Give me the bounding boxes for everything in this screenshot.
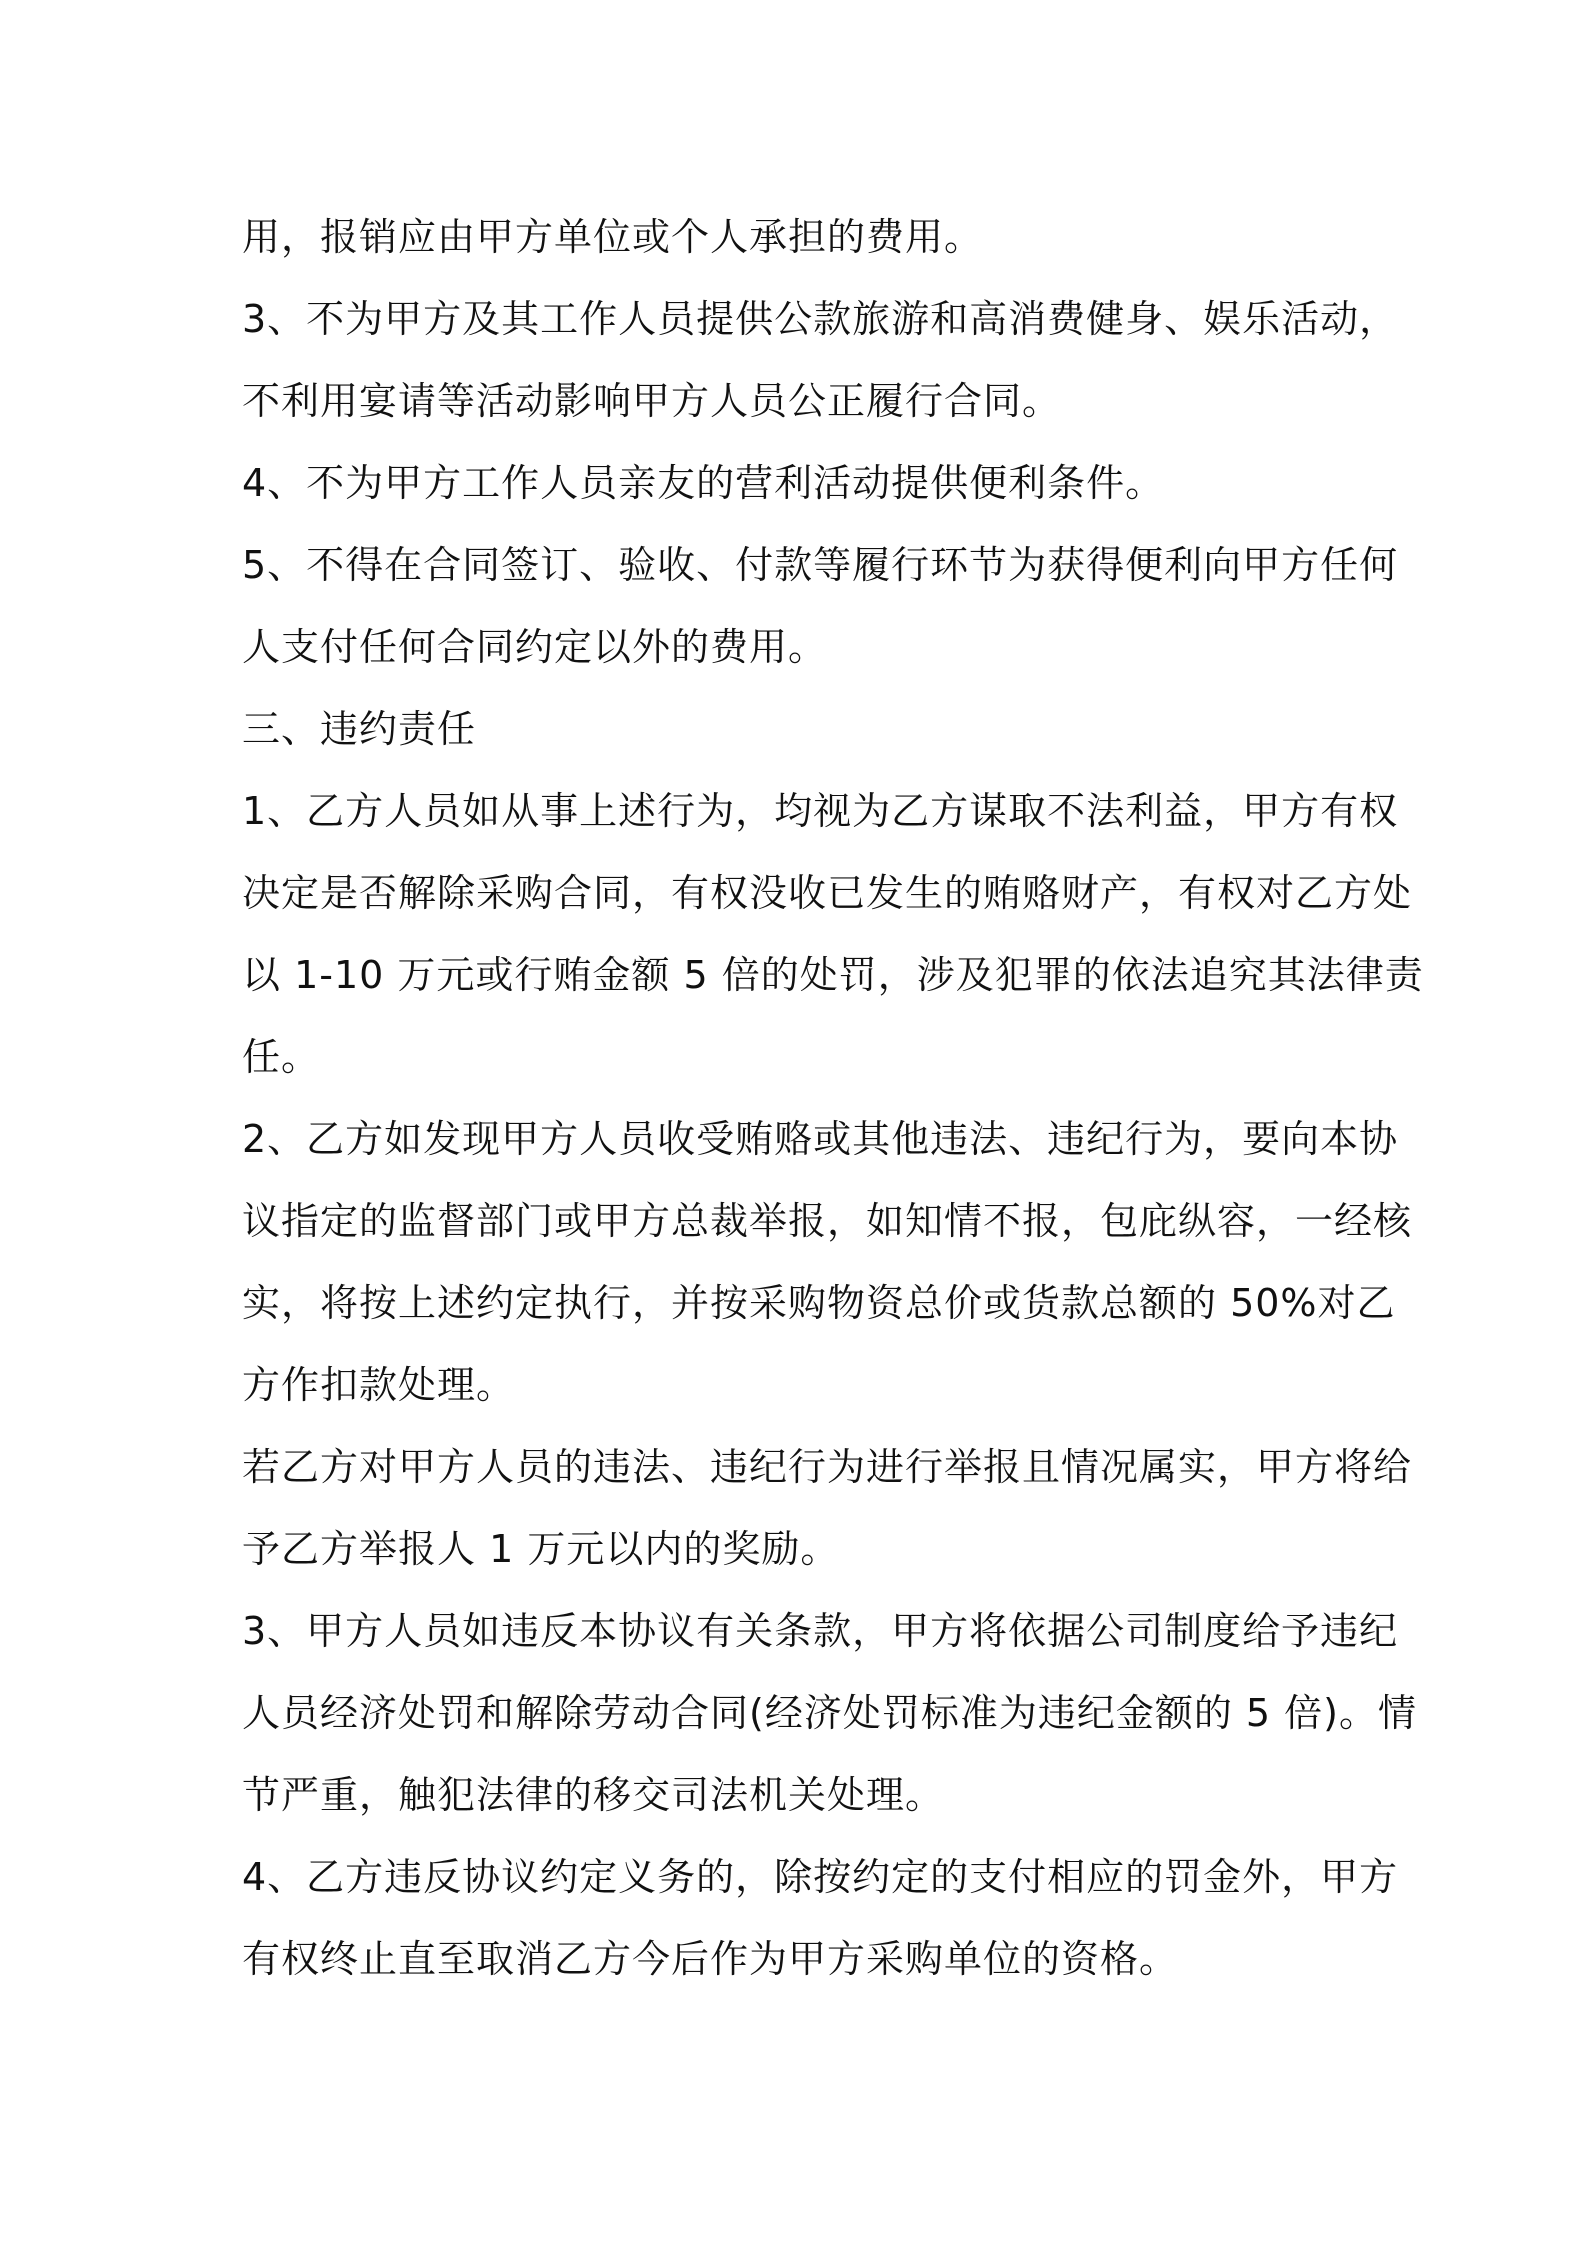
text-line: 4、乙方违反协议约定义务的，除按约定的支付相应的罚金外，甲方 (242, 1855, 1399, 1899)
paragraph-liability-2 (242, 1098, 1413, 1426)
text-line: 实，将按上述约定执行，并按采购物资总价或货款总额的 50%对乙 (242, 1281, 1396, 1325)
text-line: 不利用宴请等活动影响甲方人员公正履行合同。 (242, 379, 1062, 423)
text-line: 3、不为甲方及其工作人员提供公款旅游和高消费健身、娱乐活动， (242, 297, 1399, 341)
section-heading-liability (242, 688, 1360, 770)
paragraph-liability-3 (242, 1590, 1417, 1836)
text-line: 人支付任何合同约定以外的费用。 (242, 625, 828, 669)
text-line: 5、不得在合同签订、验收、付款等履行环节为获得便利向甲方任何 (242, 543, 1399, 587)
paragraph-clause-5-no-payments (242, 524, 1399, 688)
text-line: 节严重，触犯法律的移交司法机关处理。 (242, 1773, 945, 1817)
text-line: 4、不为甲方工作人员亲友的营利活动提供便利条件。 (242, 461, 1165, 505)
paragraph-expense-clause-end (242, 196, 1360, 278)
text-line: 人员经济处罚和解除劳动合同(经济处罚标准为违纪金额的 5 倍)。情 (242, 1691, 1417, 1735)
text-line: 任。 (242, 1035, 321, 1079)
text-line: 予乙方举报人 1 万元以内的奖励。 (242, 1527, 840, 1571)
paragraph-reward (242, 1426, 1413, 1590)
paragraph-liability-4 (242, 1836, 1399, 2000)
document-body (242, 196, 1424, 2000)
text-line: 方作扣款处理。 (242, 1363, 516, 1407)
paragraph-clause-3-no-travel (242, 278, 1399, 442)
paragraph-clause-4-no-convenience (242, 442, 1360, 524)
text-line: 1、乙方人员如从事上述行为，均视为乙方谋取不法利益，甲方有权 (242, 789, 1399, 833)
text-line: 有权终止直至取消乙方今后作为甲方采购单位的资格。 (242, 1937, 1179, 1981)
paragraph-liability-1 (242, 770, 1424, 1098)
text-line: 决定是否解除采购合同，有权没收已发生的贿赂财产，有权对乙方处 (242, 871, 1413, 915)
section-heading: 三、违约责任 (242, 707, 477, 751)
text-line: 2、乙方如发现甲方人员收受贿赂或其他违法、违纪行为，要向本协 (242, 1117, 1399, 1161)
text-line: 议指定的监督部门或甲方总裁举报，如知情不报，包庇纵容，一经核 (242, 1199, 1413, 1243)
text-line: 若乙方对甲方人员的违法、违纪行为进行举报且情况属实，甲方将给 (242, 1445, 1413, 1489)
text-line: 以 1-10 万元或行贿金额 5 倍的处罚，涉及犯罪的依法追究其法律责 (242, 953, 1424, 997)
text-line: 用，报销应由甲方单位或个人承担的费用。 (242, 215, 984, 259)
text-line: 3、甲方人员如违反本协议有关条款，甲方将依据公司制度给予违纪 (242, 1609, 1399, 1653)
